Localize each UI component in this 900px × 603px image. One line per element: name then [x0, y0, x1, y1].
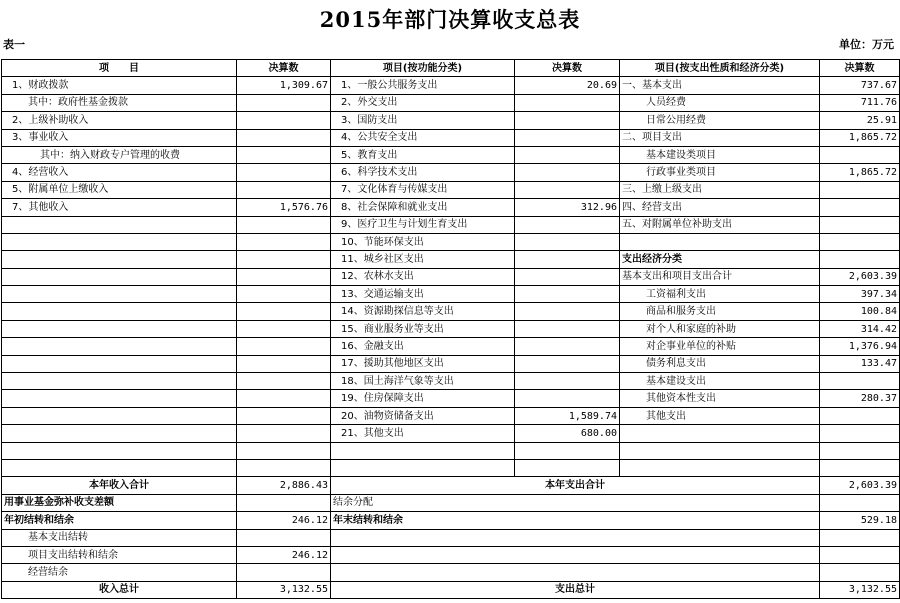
table-row — [2, 233, 900, 250]
func-item-value — [515, 373, 620, 390]
summary-left-label: 本年收入合计 — [2, 477, 237, 494]
summary-right-label — [331, 564, 820, 581]
func-item-label: 17、援助其他地区支出 — [331, 355, 515, 372]
table-row — [2, 338, 900, 355]
summary-left-label: 经营结余 — [2, 564, 237, 581]
econ-item-label: 其他支出 — [620, 407, 820, 424]
income-item-value — [237, 320, 331, 337]
func-item-value: 312.96 — [515, 199, 620, 216]
func-item-value — [515, 320, 620, 337]
econ-item-value: 133.47 — [820, 355, 900, 372]
income-item-label: 4、经营收入 — [2, 164, 237, 181]
income-item-value — [237, 286, 331, 303]
summary-right-value — [820, 494, 900, 511]
table-row — [2, 390, 900, 407]
summary-row — [2, 494, 900, 511]
table-row — [2, 199, 900, 216]
summary-right-label — [331, 529, 820, 546]
econ-item-label: 工资福利支出 — [620, 286, 820, 303]
func-item-value — [515, 251, 620, 268]
func-item-label: 6、科学技术支出 — [331, 164, 515, 181]
table-row — [2, 251, 900, 268]
econ-item-value: 1,376.94 — [820, 338, 900, 355]
econ-item-value: 25.91 — [820, 112, 900, 129]
header-amount: 决算数 — [237, 60, 331, 77]
table-row — [2, 94, 900, 111]
table-row — [2, 459, 900, 476]
econ-item-value: 1,865.72 — [820, 164, 900, 181]
income-item-label: 2、上级补助收入 — [2, 112, 237, 129]
econ-item-value — [820, 216, 900, 233]
table-row — [2, 77, 900, 94]
econ-item-label: 四、经营支出 — [620, 199, 820, 216]
income-item-value — [237, 390, 331, 407]
econ-item-label — [620, 425, 820, 442]
income-item-label — [2, 286, 237, 303]
func-item-value — [515, 94, 620, 111]
func-item-label: 11、城乡社区支出 — [331, 251, 515, 268]
income-item-value — [237, 181, 331, 198]
summary-row — [2, 477, 900, 494]
summary-left-label: 年初结转和结余 — [2, 512, 237, 529]
income-item-value — [237, 373, 331, 390]
table-row — [2, 112, 900, 129]
income-item-value — [237, 459, 331, 476]
income-item-label — [2, 233, 237, 250]
report-title: 2015年部门决算收支总表 — [319, 7, 581, 32]
summary-right-value — [820, 564, 900, 581]
econ-item-value: 711.76 — [820, 94, 900, 111]
header-func: 项目(按功能分类) — [331, 60, 515, 77]
econ-item-value: 314.42 — [820, 320, 900, 337]
table-row — [2, 442, 900, 459]
income-item-value — [237, 338, 331, 355]
income-item-value — [237, 164, 331, 181]
income-item-label: 其中：纳入财政专户管理的收费 — [2, 146, 237, 163]
func-item-value — [515, 146, 620, 163]
func-item-label: 2、外交支出 — [331, 94, 515, 111]
income-item-label — [2, 373, 237, 390]
summary-left-value — [237, 494, 331, 511]
income-item-label — [2, 338, 237, 355]
func-item-label: 8、社会保障和就业支出 — [331, 199, 515, 216]
summary-right-value — [820, 529, 900, 546]
summary-left-value: 246.12 — [237, 512, 331, 529]
income-item-value — [237, 425, 331, 442]
func-item-value — [515, 286, 620, 303]
summary-right-value: 529.18 — [820, 512, 900, 529]
income-item-value — [237, 407, 331, 424]
func-item-value — [515, 181, 620, 198]
table-row — [2, 268, 900, 285]
table-row — [2, 407, 900, 424]
func-item-label: 13、交通运输支出 — [331, 286, 515, 303]
econ-item-value — [820, 373, 900, 390]
summary-left-value: 2,886.43 — [237, 477, 331, 494]
func-item-value — [515, 164, 620, 181]
unit-label: 单位：万元 — [839, 38, 894, 51]
income-item-value — [237, 268, 331, 285]
func-item-label: 20、油物资储备支出 — [331, 407, 515, 424]
func-item-label: 5、教育支出 — [331, 146, 515, 163]
summary-right-value: 3,132.55 — [820, 581, 900, 598]
econ-item-label: 基本建设类项目 — [620, 146, 820, 163]
func-item-value: 1,589.74 — [515, 407, 620, 424]
econ-item-label — [620, 442, 820, 459]
econ-item-label: 其他资本性支出 — [620, 390, 820, 407]
summary-left-value: 3,132.55 — [237, 581, 331, 598]
func-item-label: 3、国防支出 — [331, 112, 515, 129]
econ-item-label: 对企事业单位的补贴 — [620, 338, 820, 355]
summary-row — [2, 529, 900, 546]
func-item-value — [515, 233, 620, 250]
table-row — [2, 303, 900, 320]
income-item-label: 5、附属单位上缴收入 — [2, 181, 237, 198]
income-item-value: 1,576.76 — [237, 199, 331, 216]
summary-left-label: 项目支出结转和结余 — [2, 546, 237, 563]
summary-row — [2, 581, 900, 598]
summary-left-value — [237, 529, 331, 546]
econ-item-label: 债务利息支出 — [620, 355, 820, 372]
header-row — [2, 60, 900, 77]
summary-right-value — [820, 546, 900, 563]
summary-left-label: 收入总计 — [2, 581, 237, 598]
income-item-label — [2, 268, 237, 285]
income-item-label — [2, 216, 237, 233]
summary-row — [2, 512, 900, 529]
table-row — [2, 373, 900, 390]
income-item-label: 其中：政府性基金拨款 — [2, 94, 237, 111]
func-item-label: 1、一般公共服务支出 — [331, 77, 515, 94]
income-item-label — [2, 390, 237, 407]
income-item-value — [237, 129, 331, 146]
func-item-label: 21、其他支出 — [331, 425, 515, 442]
econ-item-value — [820, 425, 900, 442]
income-item-label — [2, 425, 237, 442]
income-item-value — [237, 442, 331, 459]
func-item-label: 9、医疗卫生与计划生育支出 — [331, 216, 515, 233]
econ-item-value: 2,603.39 — [820, 268, 900, 285]
income-item-label — [2, 355, 237, 372]
func-item-label: 12、农林水支出 — [331, 268, 515, 285]
table-row — [2, 129, 900, 146]
econ-item-value — [820, 181, 900, 198]
func-item-label: 14、资源勘探信息等支出 — [331, 303, 515, 320]
table-row — [2, 355, 900, 372]
summary-row — [2, 564, 900, 581]
econ-item-value — [820, 233, 900, 250]
func-item-value — [515, 129, 620, 146]
income-item-label — [2, 320, 237, 337]
econ-item-value — [820, 251, 900, 268]
summary-right-value: 2,603.39 — [820, 477, 900, 494]
func-item-label: 19、住房保障支出 — [331, 390, 515, 407]
income-item-label: 7、其他收入 — [2, 199, 237, 216]
summary-right-label: 支出总计 — [331, 581, 820, 598]
income-item-value — [237, 94, 331, 111]
income-item-label: 1、财政拨款 — [2, 77, 237, 94]
econ-item-label: 人员经费 — [620, 94, 820, 111]
summary-right-label: 结余分配 — [331, 494, 820, 511]
func-item-label: 18、国土海洋气象等支出 — [331, 373, 515, 390]
econ-item-value: 737.67 — [820, 77, 900, 94]
econ-item-value: 100.84 — [820, 303, 900, 320]
income-item-value: 1,309.67 — [237, 77, 331, 94]
income-item-label — [2, 459, 237, 476]
table-number: 表一 — [3, 38, 25, 51]
table-row — [2, 181, 900, 198]
func-item-value — [515, 303, 620, 320]
econ-item-value — [820, 459, 900, 476]
table-row — [2, 320, 900, 337]
econ-item-label: 五、对附属单位补助支出 — [620, 216, 820, 233]
econ-item-label: 行政事业类项目 — [620, 164, 820, 181]
income-item-label: 3、事业收入 — [2, 129, 237, 146]
header-amount3: 决算数 — [820, 60, 900, 77]
income-item-value — [237, 303, 331, 320]
econ-item-value: 1,865.72 — [820, 129, 900, 146]
econ-item-label: 基本建设支出 — [620, 373, 820, 390]
func-item-label — [331, 459, 515, 476]
income-item-label — [2, 303, 237, 320]
econ-item-label: 二、项目支出 — [620, 129, 820, 146]
header-econ: 项目(按支出性质和经济分类) — [620, 60, 820, 77]
econ-item-label: 商品和服务支出 — [620, 303, 820, 320]
econ-item-value — [820, 199, 900, 216]
summary-left-label: 用事业基金弥补收支差额 — [2, 494, 237, 511]
table-row — [2, 216, 900, 233]
func-item-value: 20.69 — [515, 77, 620, 94]
econ-item-value: 397.34 — [820, 286, 900, 303]
func-item-label: 10、节能环保支出 — [331, 233, 515, 250]
summary-left-value — [237, 564, 331, 581]
summary-right-label: 年末结转和结余 — [331, 512, 820, 529]
income-item-label — [2, 442, 237, 459]
func-item-label — [331, 442, 515, 459]
func-item-label: 7、文化体育与传媒支出 — [331, 181, 515, 198]
income-item-label — [2, 407, 237, 424]
econ-item-label — [620, 459, 820, 476]
func-item-value — [515, 355, 620, 372]
func-item-value — [515, 268, 620, 285]
econ-item-label: 基本支出和项目支出合计 — [620, 268, 820, 285]
econ-item-label: 支出经济分类 — [620, 251, 820, 268]
table-body — [2, 60, 900, 599]
budget-summary-table — [1, 59, 900, 599]
summary-left-value: 246.12 — [237, 546, 331, 563]
summary-row — [2, 546, 900, 563]
table-row — [2, 286, 900, 303]
econ-item-label: 日常公用经费 — [620, 112, 820, 129]
func-item-value — [515, 338, 620, 355]
econ-item-value — [820, 407, 900, 424]
func-item-value — [515, 390, 620, 407]
income-item-value — [237, 146, 331, 163]
func-item-value — [515, 459, 620, 476]
summary-right-label — [331, 546, 820, 563]
econ-item-value: 280.37 — [820, 390, 900, 407]
econ-item-value — [820, 146, 900, 163]
table-row — [2, 425, 900, 442]
header-item: 项 目 — [2, 60, 237, 77]
func-item-label: 16、金融支出 — [331, 338, 515, 355]
func-item-label: 15、商业服务业等支出 — [331, 320, 515, 337]
income-item-value — [237, 233, 331, 250]
func-item-value — [515, 442, 620, 459]
econ-item-label: 三、上缴上级支出 — [620, 181, 820, 198]
func-item-value: 680.00 — [515, 425, 620, 442]
summary-right-label: 本年支出合计 — [331, 477, 820, 494]
econ-item-label: 一、基本支出 — [620, 77, 820, 94]
header-amount2: 决算数 — [515, 60, 620, 77]
income-item-value — [237, 355, 331, 372]
income-item-label — [2, 251, 237, 268]
table-row — [2, 164, 900, 181]
econ-item-label — [620, 233, 820, 250]
func-item-value — [515, 112, 620, 129]
income-item-value — [237, 251, 331, 268]
econ-item-value — [820, 442, 900, 459]
func-item-value — [515, 216, 620, 233]
income-item-value — [237, 112, 331, 129]
table-row — [2, 146, 900, 163]
func-item-label: 4、公共安全支出 — [331, 129, 515, 146]
income-item-value — [237, 216, 331, 233]
summary-left-label: 基本支出结转 — [2, 529, 237, 546]
econ-item-label: 对个人和家庭的补助 — [620, 320, 820, 337]
